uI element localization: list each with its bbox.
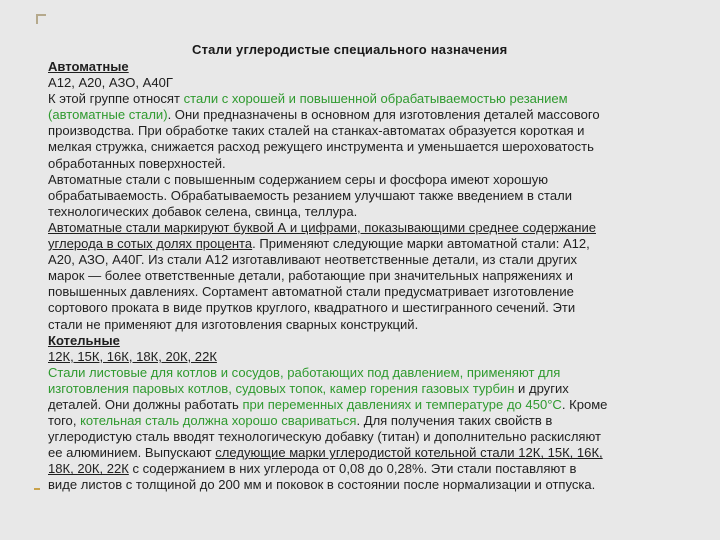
- text-line: [48, 477, 688, 493]
- text-line: [48, 413, 688, 429]
- text-segment: (автоматные стали): [48, 107, 168, 123]
- text-segment: Стали листовые для котлов и сосудов, работающих под давлением, применяют для: [48, 364, 561, 380]
- text-segment: изготовления паровых котлов, судовых топок, камер горения газовых турбин: [48, 380, 515, 396]
- text-segment: А20, АЗО, А40Г. Из стали А12 изготавливают неответственные детали, из стали других: [48, 252, 578, 268]
- text-line: [48, 139, 688, 155]
- text-segment: виде листов с толщиной до 200 мм и поковок в состоянии после нормализации и отпуска.: [48, 477, 596, 493]
- text-line: [48, 349, 688, 365]
- text-segment: . Применяют следующие марки автоматной стали: А12,: [252, 236, 590, 252]
- text-segment: . Они предназначены в основном для изготовления деталей массового: [167, 107, 600, 123]
- bullet-dash-marker: [34, 488, 40, 490]
- text-segment: . Кроме: [561, 396, 608, 412]
- text-segment: повышенных давлениях. Сортамент автоматной стали предусматривает изготовление: [48, 284, 574, 300]
- text-segment: при переменных давлениях и температуре до 450°С: [242, 396, 562, 412]
- text-segment: Автоматные стали маркируют буквой А и цифрами, показывающими среднее содержание: [48, 219, 596, 235]
- text-segment: Котельные: [48, 332, 120, 348]
- text-segment: 18К, 20К, 22К: [48, 461, 129, 477]
- text-segment: 12К, 15К, 16К, 18К, 20К, 22К: [48, 348, 217, 364]
- text-segment: технологических добавок селена, свинца, теллура.: [48, 203, 358, 219]
- body-text: [48, 59, 688, 494]
- text-line: [48, 123, 688, 139]
- text-line: [48, 284, 688, 300]
- text-segment: и других: [514, 380, 569, 396]
- text-line: [48, 445, 688, 461]
- text-segment: углеродистую сталь вводят технологическую добавку (титан) и дополнительно раскисляют: [48, 429, 601, 445]
- text-line: [48, 107, 688, 123]
- text-segment: ее алюминием. Выпускают: [48, 445, 216, 461]
- text-line: [48, 429, 688, 445]
- text-segment: . Для получения таких свойств в: [356, 413, 553, 429]
- text-line: [48, 59, 688, 75]
- text-segment: А12, А20, АЗО, А40Г: [48, 75, 173, 91]
- text-line: [48, 268, 688, 284]
- text-segment: производства. При обработке таких сталей на станках-автоматах образуется короткая и: [48, 123, 585, 139]
- text-segment: деталей. Они должны работать: [48, 396, 243, 412]
- text-line: [48, 381, 688, 397]
- text-line: [48, 461, 688, 477]
- text-line: [48, 236, 688, 252]
- text-segment: Автоматные: [48, 59, 129, 74]
- text-segment: стали не применяют для изготовления сварных конструкций.: [48, 316, 419, 332]
- text-segment: марок — более ответственные детали, работающие при значительных напряжениях и: [48, 268, 573, 284]
- corner-bracket-vertical: [36, 14, 38, 24]
- text-segment: Автоматные стали с повышенным содержанием серы и фосфора имеют хорошую: [48, 171, 549, 187]
- text-line: [48, 172, 688, 188]
- text-line: [48, 300, 688, 316]
- text-line: [48, 188, 688, 204]
- text-segment: обработанных поверхностей.: [48, 155, 226, 171]
- text-line: [48, 397, 688, 413]
- text-segment: с содержанием в них углерода от 0,08 до 0,28%. Эти стали поставляют в: [128, 461, 577, 477]
- text-line: [48, 204, 688, 220]
- text-line: [48, 252, 688, 268]
- text-line: [48, 317, 688, 333]
- text-segment: мелкая стружка, снижается расход режущего инструмента и уменьшается шероховатость: [48, 139, 594, 155]
- text-line: [48, 220, 688, 236]
- text-segment: углерода в сотых долях процента: [48, 236, 253, 252]
- text-line: [48, 75, 688, 91]
- text-line: [48, 365, 688, 381]
- page-title: Стали углеродистые специального назначения: [192, 42, 508, 57]
- text-segment: котельная сталь должна хорошо свариваться: [80, 413, 357, 429]
- text-line: [48, 333, 688, 349]
- text-segment: того,: [48, 413, 81, 429]
- text-segment: К этой группе относят: [48, 91, 184, 107]
- text-segment: следующие марки углеродистой котельной стали 12К, 15К, 16К,: [215, 445, 603, 461]
- text-segment: сортового проката в виде прутков круглого, квадратного и шестигранного сечений. Эти: [48, 300, 576, 316]
- text-line: [48, 91, 688, 107]
- text-segment: обрабатываемость. Обрабатываемость резанием улучшают также введением в стали: [48, 187, 573, 203]
- text-line: [48, 156, 688, 172]
- text-segment: стали с хорошей и повышенной обрабатываемостью резанием: [183, 91, 568, 107]
